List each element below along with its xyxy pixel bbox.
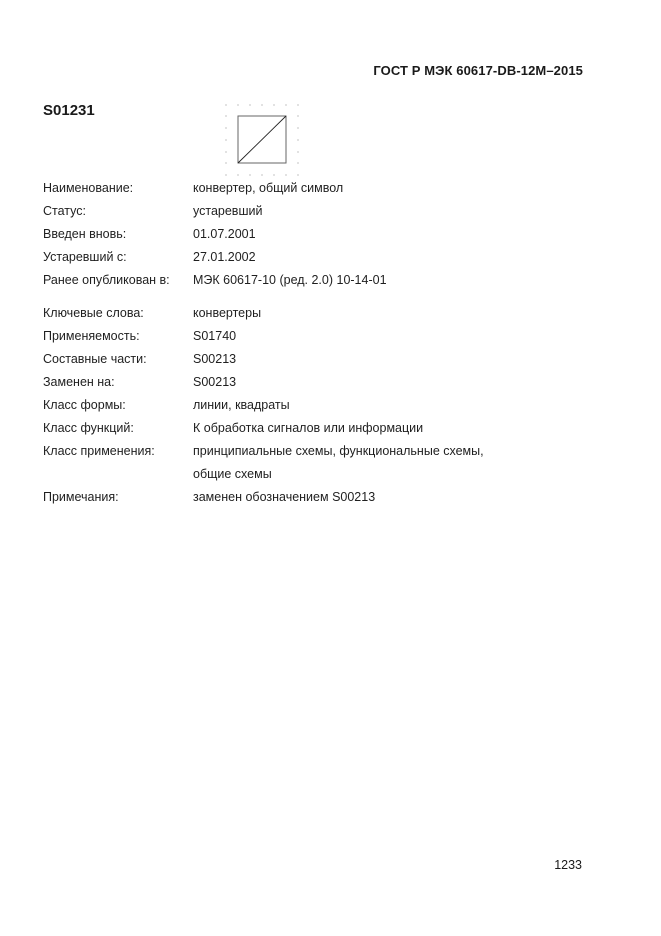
field-label: Примечания: [43,490,119,504]
field-value: S00213 [193,375,237,389]
field-value: конвертеры [193,306,262,320]
field-label: Класс функций: [43,421,134,435]
field-value: 01.07.2001 [193,227,256,241]
converter-symbol-icon [220,100,305,180]
field-label: Класс формы: [43,398,126,412]
field-label: Наименование: [43,181,134,195]
field-value: МЭК 60617-10 (ред. 2.0) 10-14-01 [193,273,387,287]
symbol-id: S01231 [43,102,95,119]
field-value: общие схемы [193,467,272,481]
field-label: Устаревший с: [43,250,127,264]
field-value: S00213 [193,352,237,366]
page-number: 1233 [554,858,582,872]
field-value: К обработка сигналов или информации [193,421,424,435]
field-label: Статус: [43,204,86,218]
field-value: линии, квадраты [193,398,290,412]
field-value: S01740 [193,329,237,343]
field-label: Составные части: [43,352,147,366]
field-value: принципиальные схемы, функциональные схемы, [193,444,484,458]
field-label: Ключевые слова: [43,306,144,320]
field-value: конвертер, общий символ [193,181,344,195]
field-label: Заменен на: [43,375,115,389]
standard-title: ГОСТ Р МЭК 60617-DB-12М–2015 [373,63,583,78]
field-label: Класс применения: [43,444,155,458]
field-label: Применяемость: [43,329,140,343]
field-label: Ранее опубликован в: [43,273,170,287]
field-value: устаревший [193,204,263,218]
field-label: Введен вновь: [43,227,127,241]
field-value: 27.01.2002 [193,250,256,264]
field-value: заменен обозначением S00213 [193,490,376,504]
